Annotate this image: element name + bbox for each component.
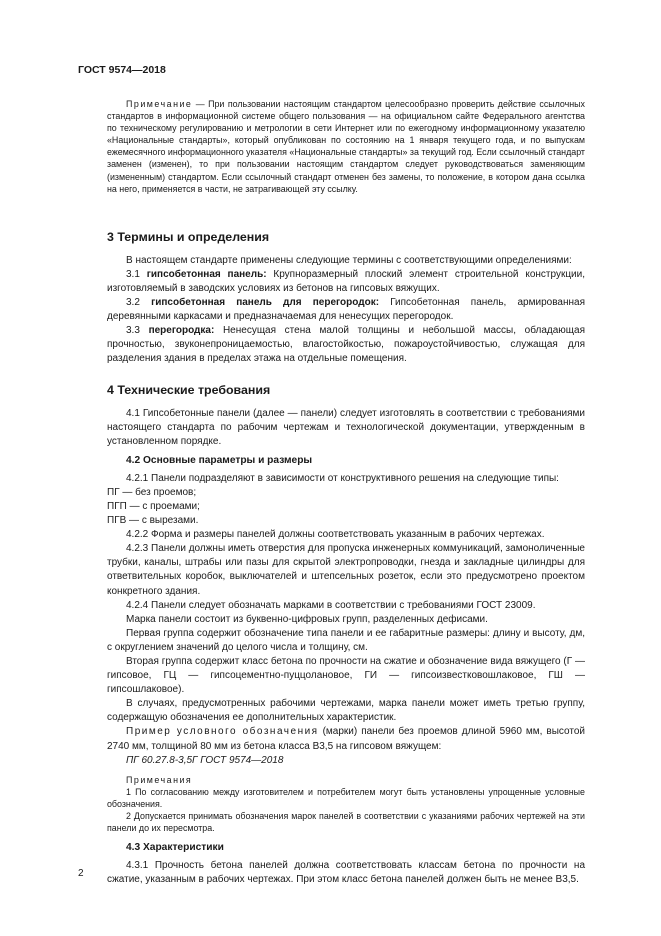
example-label: Пример условного обозначения xyxy=(126,726,319,738)
document-body xyxy=(107,98,585,887)
paragraph-group-3: В случаях, предусмотренных рабочими чертежами, марка панели может иметь третью группу, содержащую обозначения ее дополнительных характеристик. xyxy=(107,698,585,724)
term-3-2 xyxy=(107,296,585,324)
paragraph-4-2-1: 4.2.1 Панели подразделяют в зависимости от конструктивного решения на следующие типы: xyxy=(126,472,559,484)
note-top-label: Примечание xyxy=(126,99,193,109)
term-number: 3.3 xyxy=(126,325,149,337)
panel-type-pg: ПГ — без проемов; xyxy=(107,486,197,498)
term-number: 3.1 xyxy=(126,268,147,280)
term-name: гипсобетонная панель для перегородок: xyxy=(151,297,380,309)
term-name: гипсобетонная панель: xyxy=(146,268,267,280)
example-designation xyxy=(107,725,585,753)
note-1: 1 По согласованию между изготовителем и потребителем могут быть установлены упрощенные условные обозначения. xyxy=(107,786,585,809)
paragraph-4-2-2: 4.2.2 Форма и размеры панелей должны соответствовать указанным в рабочих чертежах. xyxy=(126,529,545,541)
term-number: 3.2 xyxy=(126,297,152,309)
section-4-title: 4 Технические требования xyxy=(107,382,271,397)
paragraph-4-3-1: 4.3.1 Прочность бетона панелей должна соответствовать классам бетона по прочности на сжатие, указанным в рабочих чертежах. При этом класс бетона панелей должен быть не менее В3,5. xyxy=(107,860,585,886)
paragraph-group-1: Первая группа содержит обозначение типа панели и ее габаритные размеры: длину и высоту, дм, с округлением значений до целого числа и толщину, см. xyxy=(107,627,585,653)
subsection-4-3-title: 4.3 Характеристики xyxy=(126,842,224,854)
term-name: перегородка: xyxy=(148,325,215,337)
note-top-text: — При пользовании настоящим стандартом целесообразно проверить действие ссылочных стандартов в информационной системе общего пользования — на официальном сайте Федерального агентства по техническому регулированию и метрологии в сети Интернет или по ежегодному информационному указателю «Национальные стандарты», который опубликован по состоянию на 1 января текущего года, и по выпускам ежемесячного информационного указателя «Национальные стандарты» за текущий год. Если ссылочный стандарт заменен (изменен), то при пользовании настоящим стандартом следует руководствоваться заменяющим (измененным) стандартом. Если ссылочный стандарт отменен без замены, то положение, в котором дана ссылка на него, применяется в части, не затрагивающей эту ссылку. xyxy=(107,99,585,194)
note-top xyxy=(107,98,585,195)
paragraph-4-1: 4.1 Гипсобетонные панели (далее — панели) следует изготовлять в соответствии с требованиями настоящего стандарта по рабочим чертежам и технологической документации, утвержденным в установленном порядке. xyxy=(107,407,585,447)
notes-label: Примечания xyxy=(126,774,193,785)
paragraph-group-2: Вторая группа содержит класс бетона по прочности на сжатие и обозначение вида вяжущего (Г — гипсовое, ГЦ — гипсоцементно-пуццолановое, ГИ — гипсоизвестковошлаковое, ГШ — гипсошлаковое). xyxy=(107,656,585,696)
page-number: 2 xyxy=(78,868,84,879)
term-definition: Гипсобетонная панель, армированная деревянными каркасами и предназначаемая для ненесущих перегородок. xyxy=(107,297,585,323)
example-text: (марки) панели без проемов длиной 5960 мм, высотой 2740 мм, толщиной 80 мм из бетона класса В3,5 на гипсовом вяжущем: xyxy=(107,726,585,752)
document-header: ГОСТ 9574—2018 xyxy=(78,64,166,76)
note-2: 2 Допускается принимать обозначения марок панелей в соответствии с указаниями рабочих чертежей на эти панели до их пересмотра. xyxy=(107,811,585,834)
paragraph-marka: Марка панели состоит из буквенно-цифровых групп, разделенных дефисами. xyxy=(126,613,488,625)
example-mark: ПГ 60.27.8-3,5Г ГОСТ 9574—2018 xyxy=(126,754,284,766)
paragraph-4-2-4: 4.2.4 Панели следует обозначать марками в соответствии с требованиями ГОСТ 23009. xyxy=(126,599,536,611)
term-3-3 xyxy=(107,324,585,366)
term-definition: Крупноразмерный плоский элемент строительной конструкции, изготовляемый в заводских условиях из бетонов на гипсовых вяжущих. xyxy=(107,268,585,294)
section-3-title: 3 Термины и определения xyxy=(107,229,270,244)
subsection-4-2-title: 4.2 Основные параметры и размеры xyxy=(126,454,313,466)
panel-type-pgv: ПГВ — с вырезами. xyxy=(107,515,199,527)
paragraph-4-2-3: 4.2.3 Панели должны иметь отверстия для пропуска инженерных коммуникаций, замоноличенные трубки, каналы, штрабы или пазы для скрытой электропроводки, гнезда и закладные цилиндры для ответвительных коробок, выключателей и штепсельных розеток, если это предусмотрено проектом конкретного здания. xyxy=(107,543,585,597)
panel-type-pgp: ПГП — с проемами; xyxy=(107,500,200,512)
term-3-1 xyxy=(107,268,585,296)
section-3-intro: В настоящем стандарте применены следующие термины с соответствующими определениями: xyxy=(126,254,572,266)
term-definition: Ненесущая стена малой толщины и небольшой массы, обладающая прочностью, звуконепроницаемостью, влагостойкостью, пожароустойчивостью, служащая для разделения здания в пределах этажа на отдельные помещения. xyxy=(107,325,585,365)
